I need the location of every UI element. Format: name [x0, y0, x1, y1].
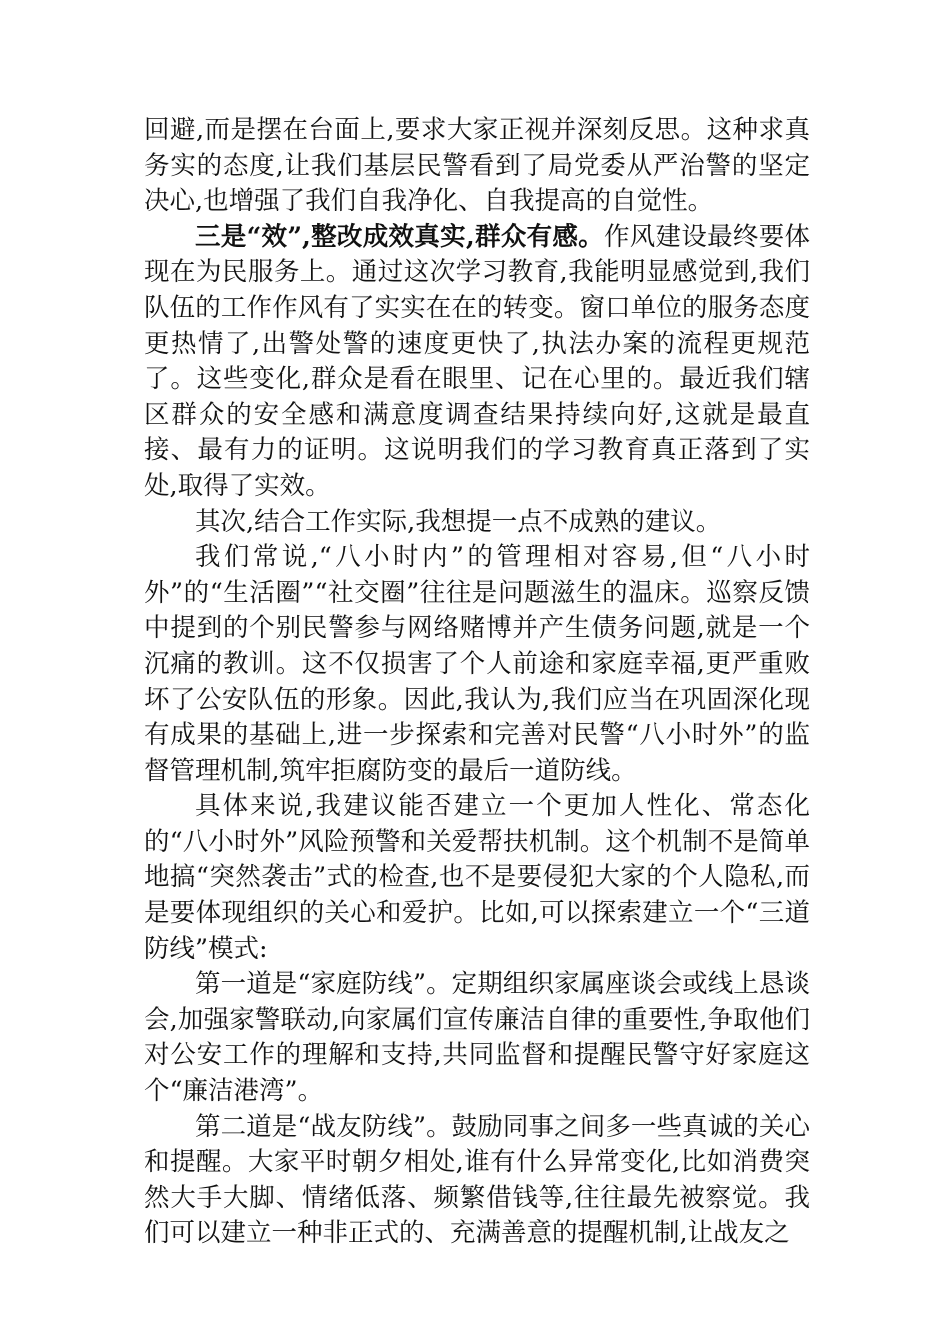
document-page	[144, 113, 810, 1252]
paragraph-7	[144, 1110, 810, 1252]
paragraph-7-text: 第二道是“战友防线”。鼓励同事之间多一些真诚的关心和提醒。大家平时朝夕相处,谁有什么异常变化,比如消费突然大手大脚、情绪低落、频繁借钱等,往往最先被察觉。我们可以建立一种非正式的、充满善意的提醒机制,让战友之	[144, 1111, 810, 1249]
paragraph-6	[144, 967, 810, 1109]
paragraph-1	[144, 113, 810, 220]
paragraph-2-bold-lead: 三是“效”,整改成效真实,群众有感。	[195, 221, 604, 252]
paragraph-2	[144, 220, 810, 505]
paragraph-4-text: 我们常说,“八小时内”的管理相对容易,但“八小时外”的“生活圈”“社交圈”往往是问题滋生的温床。巡察反馈中提到的个别民警参与网络赌博并产生债务问题,就是一个沉痛的教训。这不仅损害了个人前途和家庭幸福,更严重败坏了公安队伍的形象。因此,我认为,我们应当在巩固深化现有成果的基础上,进一步探索和完善对民警“八小时外”的监督管理机制,筑牢拒腐防变的最后一道防线。	[144, 542, 810, 786]
paragraph-3	[144, 505, 810, 541]
paragraph-6-text: 第一道是“家庭防线”。定期组织家属座谈会或线上恳谈会,加强家警联动,向家属们宣传廉洁自律的重要性,争取他们对公安工作的理解和支持,共同监督和提醒民警守好家庭这个“廉洁港湾”。	[144, 969, 810, 1107]
paragraph-4	[144, 540, 810, 789]
paragraph-1-text: 回避,而是摆在台面上,要求大家正视并深刻反思。这种求真务实的态度,让我们基层民警看到了局党委从严治警的坚定决心,也增强了我们自我净化、自我提高的自觉性。	[144, 115, 810, 217]
paragraph-5-text: 具体来说,我建议能否建立一个更加人性化、常态化的“八小时外”风险预警和关爱帮扶机制。这个机制不是简单地搞“突然袭击”式的检查,也不是要侵犯大家的个人隐私,而是要体现组织的关心和爱护。比如,可以探索建立一个“三道防线”模式:	[144, 791, 810, 964]
paragraph-3-text: 其次,结合工作实际,我想提一点不成熟的建议。	[195, 506, 722, 537]
paragraph-5	[144, 789, 810, 967]
paragraph-2-text: 作风建设最终要体现在为民服务上。通过这次学习教育,我能明显感觉到,我们队伍的工作作风有了实实在在的转变。窗口单位的服务态度更热情了,出警处警的速度更快了,执法办案的流程更规范了。这些变化,群众是看在眼里、记在心里的。最近我们辖区群众的安全感和满意度调查结果持续向好,这就是最直接、最有力的证明。这说明我们的学习教育真正落到了实处,取得了实效。	[144, 221, 810, 501]
